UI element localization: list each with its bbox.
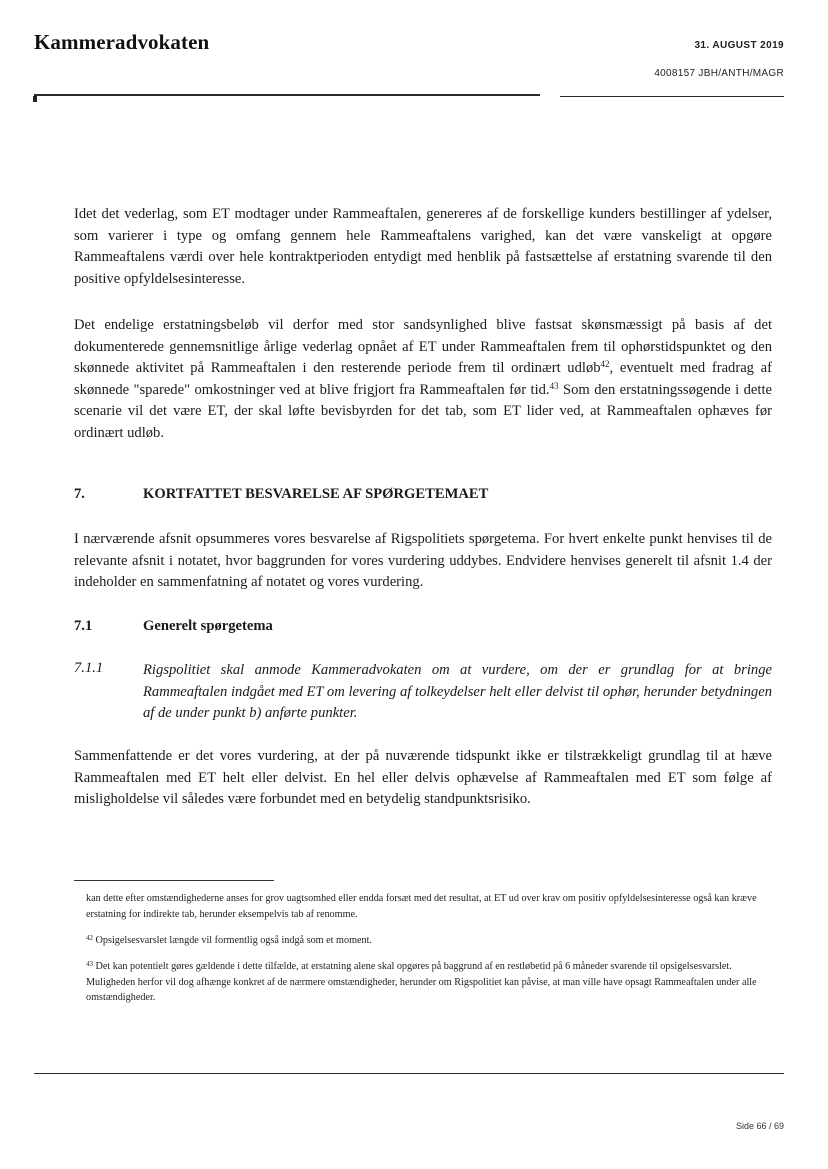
paragraph-text-part: Det endelige erstatningsbeløb vil derfor med stor sandsynlighed blive fastsat skønsmæssigt på basis af det dokumenterede gennemsnitlige årlige vederlag opnået af ET under Rammeaftalen frem til ophørstidspunktet og den skønnede aktivitet på Rammeaftalen i den resterende periode frem til ordinært udløb	[74, 317, 772, 376]
logo-kammeradvokaten: Kammeradvokaten	[34, 30, 210, 54]
footnote-43-text: Det kan potentielt gøres gældende i dette tilfælde, at erstatning alene skal opgøres på baggrund af en restløbetid på 6 måneder svarende til opsigelsesvarslet. Muligheden herfor vil dog afhænge konkret af de nærmere omstændigheder, herunder om Rigspolitiet kan påvise, at man ville have opsagt Rammeaftalen under alle omstændigheder.	[86, 961, 757, 1003]
footnote-43	[86, 959, 772, 1006]
paragraph-damages	[74, 315, 772, 444]
footer-rule	[34, 1073, 784, 1074]
paragraph-text	[74, 315, 772, 444]
paragraph-valuation	[74, 204, 772, 290]
section-7-1-number: 7.1	[74, 618, 93, 634]
paragraph-summary-intro	[74, 529, 772, 594]
footnote-42-text: Opsigelsesvarslet længde vil formentlig også indgå som et moment.	[93, 935, 372, 946]
paragraph-text: Sammenfattende er det vores vurdering, at der på nuværende tidspunkt ikke er tilstrækkeligt grundlag til at hæve Rammeaftalen med ET helt eller delvist. En hel eller delvis ophævelse af Rammeaftalen med ET som følge af misligholdelse vil således være forbundet med en betydelig standpunktsrisiko.	[74, 748, 772, 807]
section-7-1-1-question: Rigspolitiet skal anmode Kammeradvokaten om at vurdere, om der er grundlag for at bringe Rammeaftalen indgået med ET om levering af tolkeydelser helt eller delvist til ophør, herunder betydningen af de under punkt b) anførte punkter.	[143, 662, 772, 721]
footnote-43-number: 43	[86, 960, 93, 968]
page-number: Side 66 / 69	[735, 1121, 784, 1131]
paragraph-conclusion	[74, 746, 772, 811]
header-rule-marker	[33, 96, 37, 102]
footnote-ref-42[interactable]: 42	[600, 359, 610, 369]
document-date: 31. AUGUST 2019	[694, 40, 784, 51]
footnote-separator	[74, 880, 274, 881]
paragraph-text-part: , eventuelt med fradrag af skønnede "sparede" omkostninger ved at blive frigjort fra Rammeaftalen før tid.	[74, 360, 772, 398]
header-rule-left	[34, 94, 540, 96]
header-rule-right	[560, 96, 784, 97]
footnote-42	[86, 933, 772, 949]
footnote-42-number: 42	[86, 934, 93, 942]
section-7-number: 7.	[74, 486, 85, 502]
footnote-ref-43[interactable]: 43	[549, 380, 559, 391]
paragraph-text: Idet det vederlag, som ET modtager under Rammeaftalen, genereres af de forskellige kunders bestillinger af ydelser, som varierer i type og omfang gennem hele Rammeaftalens varighed, kan det være vanskeligt at opgøre Rammeaftalens værdi over hele kontraktperioden entydigt med henblik på fastsættelse af erstatning svarende til den positive opfyldelsesinteresse.	[74, 206, 772, 287]
paragraph-text-part: Som den erstatningssøgende i dette scenarie vil det være ET, der skal løfte bevisbyrden for det tab, som ET lider ved, at Rammeaftalen ophæves før ordinært udløb.	[74, 381, 772, 441]
section-7-title: KORTFATTET BESVARELSE AF SPØRGETEMAET	[143, 486, 489, 502]
section-7-1-title: Generelt spørgetema	[143, 618, 273, 634]
section-7-1-1-number: 7.1.1	[74, 660, 104, 676]
footnote-continued: kan dette efter omstændighederne anses for grov uagtsomhed eller endda forsæt med det resultat, at ET ud over krav om positiv opfyldelsesinteresse også kan kræve erstatning for indirekte tab, herunder eksempelvis tab af renomme.	[86, 893, 757, 920]
paragraph-text: I nærværende afsnit opsummeres vores besvarelse af Rigspolitiets spørgetema. For hvert enkelte punkt henvises til de relevante afsnit i notatet, hvor baggrunden for vores vurdering uddybes. Endvidere henvises generelt til afsnit 1.4 der indeholder en sammenfatning af notatet og vores vurdering.	[74, 531, 772, 590]
document-reference: 4008157 JBH/ANTH/MAGR	[654, 68, 784, 79]
